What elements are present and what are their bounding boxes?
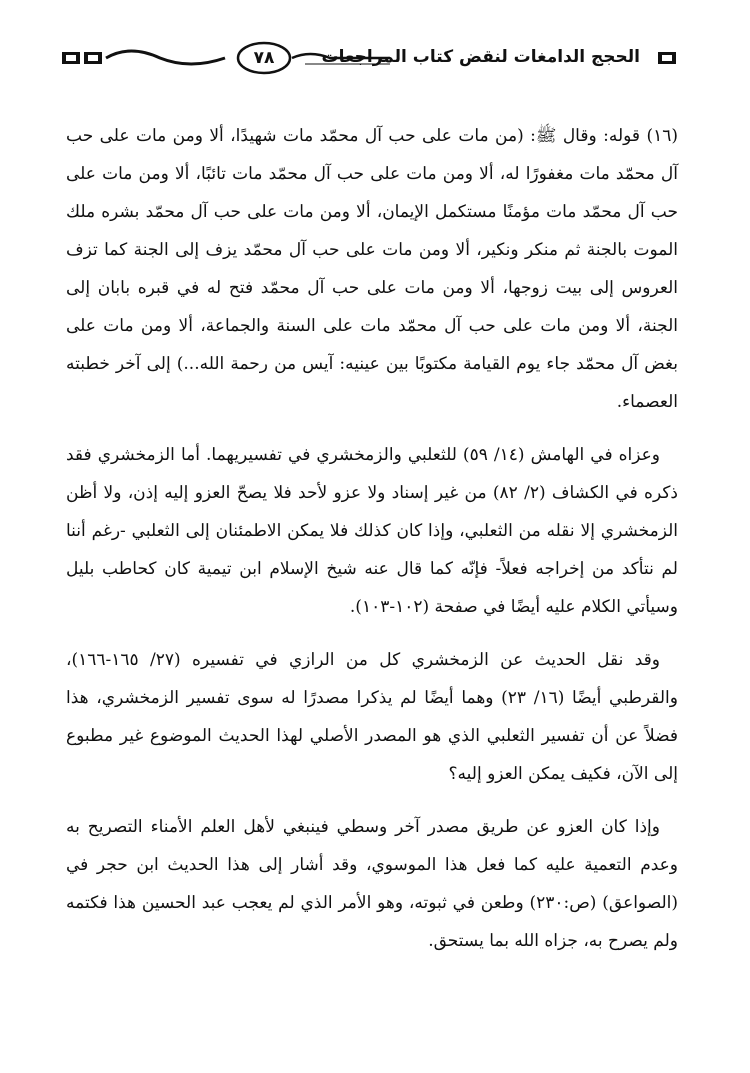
running-title: الحجج الدامغات لنقض كتاب المراجعات: [321, 47, 640, 67]
page-number: ٧٨: [253, 48, 275, 68]
paragraph-transmission: وقد نقل الحديث عن الزمخشري كل من الرازي في تفسيره (٢٧/ ١٦٥-١٦٦)، والقرطبي أيضًا (١٦/ ٢٣) وهما أيضًا لم يذكرا مصدرًا له سوى تفسير الزمخشري، هذا فضلاً عن أن تفسير الثعلبي الذي هو المصدر الأصلي لهذا الحديث الموضوع غير مطبوع إلى الآن، فكيف يمكن العزو إليه؟: [66, 650, 678, 784]
page-header: [60, 40, 680, 80]
paragraph-conclusion: وإذا كان العزو عن طريق مصدر آخر وسطي فينبغي لأهل العلم الأمناء التصريح به وعدم التعمية عليه كما فعل هذا الموسوي، وقد أشار إلى هذا الحديث ابن حجر في (الصواعق) (ص:٢٣٠) وطعن في ثبوته، وهو الأمر الذي لم يعجب عبد الحسين هذا فكتمه ولم يصرح به، جزاه الله بما يستحق.: [66, 817, 678, 951]
paragraph-attribution: وعزاه في الهامش (١٤/ ٥٩) للثعلبي والزمخشري في تفسيريهما. أما الزمخشري فقد ذكره في الكشاف (٢/ ٨٢) من غير إسناد ولا عزو لأحد فلا يصحّ العزو إليه إذن، ولا أظن الزمخشري إلا نقله من الثعلبي، وإذا كان كذلك فلا يمكن الاطمئنان إلى الثعلبي -رغم أننا لم نتأكد من إخراجه فعلاً- فإنّه كما قال عنه شيخ الإسلام ابن تيمية كان كحاطب بليل وسيأتي الكلام عليه أيضًا في صفحة (١٠٢-١٠٣).: [66, 445, 678, 617]
paragraph-hadith: (١٦) قوله: وقال ﷺ: (من مات على حب آل محمّد مات شهيدًا، ألا ومن مات على حب آل محمّد مات مغفورًا له، ألا ومن مات على حب آل محمّد مات تائبًا، ألا ومن مات على حب آل محمّد مات مؤمنًا مستكمل الإيمان، ألا ومن مات على حب آل محمّد بشره ملك الموت بالجنة ثم منكر ونكير، ألا ومن مات على حب آل محمّد يزف إلى الجنة كما تزف العروس إلى بيت زوجها، ألا ومن مات على حب آل محمّد فتح له في قبره بابان إلى الجنة، ألا ومن مات على حب آل محمّد مات على السنة والجماعة، ألا ومن مات على بغض آل محمّد جاء يوم القيامة مكتوبًا بين عينيه: آيس من رحمة الله...) إلى آخر خطبته العصماء.: [66, 126, 678, 412]
main-text: [66, 117, 678, 975]
